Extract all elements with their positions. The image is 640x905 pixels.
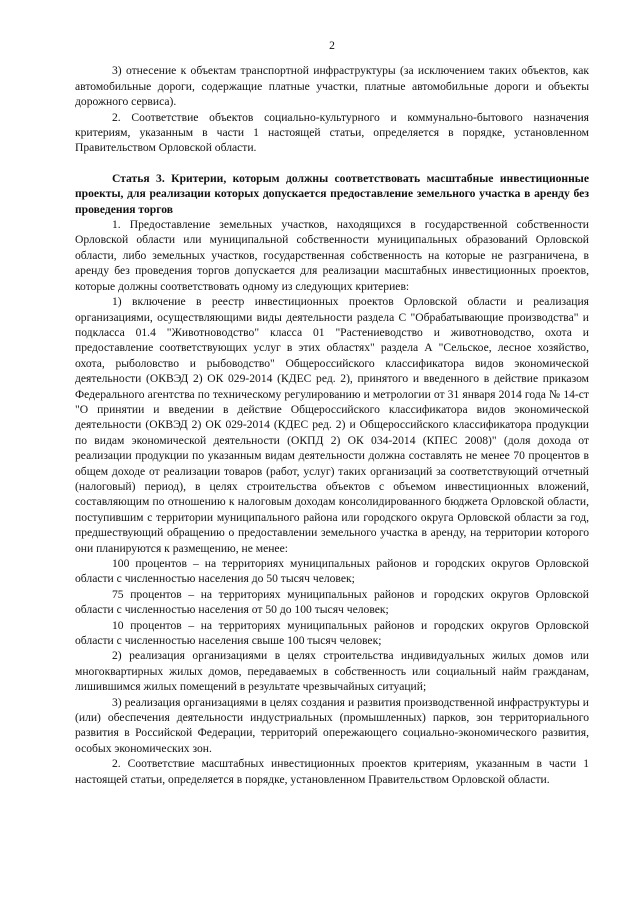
article-3-part-1: 1. Предоставление земельных участков, находящихся в государственной собственности Орловской области или муниципальной собственности муниципальных образований Орловской области, либо земельных участков, государственная собственность на которые не разграничена, в аренду без проведения торгов допускается для реализации масштабных инвестиционных проектов, которые должны соответствовать одному из следующих критериев:: [75, 218, 589, 293]
paragraph-transport-infrastructure: 3) отнесение к объектам транспортной инфраструктуры (за исключением таких объектов, как автомобильные дороги, содержащие платные участки, платные автомобильные дороги и объекты дорожного сервиса).: [75, 64, 589, 109]
paragraph-social-objects-compliance: 2. Соответствие объектов социально-культурного и коммунально-бытового назначения критериям, указанным в части 1 настоящей статьи, определяется в порядке, установленном Правительством Орловской области.: [75, 110, 589, 155]
criterion-1-threshold-75: 75 процентов – на территориях муниципальных районов и городских округов Орловской области с численностью населения от 50 до 100 тысяч человек;: [75, 587, 589, 617]
criterion-1-threshold-100: 100 процентов – на территориях муниципальных районов и городских округов Орловской области с численностью населения до 50 тысяч человек;: [75, 557, 589, 586]
page-number: 2: [329, 39, 335, 52]
document-page: [75, 38, 589, 787]
criterion-1-threshold-10: 10 процентов – на территориях муниципальных районов и городских округов Орловской области с численностью населения свыше 100 тысяч человек;: [75, 618, 589, 648]
article-3-part-2: 2. Соответствие масштабных инвестиционных проектов критериям, указанным в части 1 настоящей статьи, определяется в порядке, установленном Правительством Орловской области.: [75, 757, 589, 786]
article-3-criterion-2: 2) реализация организациями в целях строительства индивидуальных жилых домов или многоквартирных жилых домов, передаваемых в собственность или социальный найм гражданам, лишившимся жилых помещений в результате чрезвычайных ситуаций;: [75, 649, 589, 694]
article-3-criterion-1: 1) включение в реестр инвестиционных проектов Орловской области и реализация организациями, осуществляющими виды деятельности раздела С "Обрабатывающие производства" и подкласса 01.4 "Животноводство" класса 01 "Растениеводство и животноводство, охота и предоставление соответствующих услуг в этих областях" раздела А "Сельское, лесное хозяйство, охота, рыболовство и рыбоводство" Общероссийского классификатора видов экономической деятельности (ОКВЭД 2) ОК 029-2014 (КДЕС ред. 2), принятого и введенного в действие приказом Федерального агентства по техническому регулированию и метрологии от 31 января 2014 года № 14-ст "О принятии и введении в действие Общероссийского классификатора видов экономической деятельности (ОКВЭД 2) ОК 029-2014 (КДЕС ред. 2) и Общероссийского классификатора продукции по видам экономической деятельности (ОКПД 2) ОК 034-2014 (КПЕС 2008)" (доля дохода от реализации продукции по указанным видам деятельности должна составлять не менее 70 процентов в общем доходе от реализации товаров (работ, услуг) таких организаций за соответствующий отчетный (налоговый) период), в целях строительства объектов с объемом инвестиционных вложений, составляющим по отношению к налоговым доходам консолидированного бюджета Орловской области, поступившим с территории муниципального района или городского округа Орловской области за год, предшествующий обращению о предоставлении земельного участка в аренду, на территории которого они планируются к размещению, не менее:: [75, 295, 589, 555]
article-3-heading: Статья 3. Критерии, которым должны соответствовать масштабные инвестиционные проекты, для реализации которых допускается предоставление земельного участка в аренду без проведения торгов: [75, 171, 589, 216]
article-3-criterion-3: 3) реализация организациями в целях создания и развития производственной инфраструктуры и (или) обеспечения деятельности индустриальных (промышленных) парков, зон территориального развития в Российской Федерации, территорий опережающего социально-экономического развития, особых экономических зон.: [75, 695, 589, 755]
